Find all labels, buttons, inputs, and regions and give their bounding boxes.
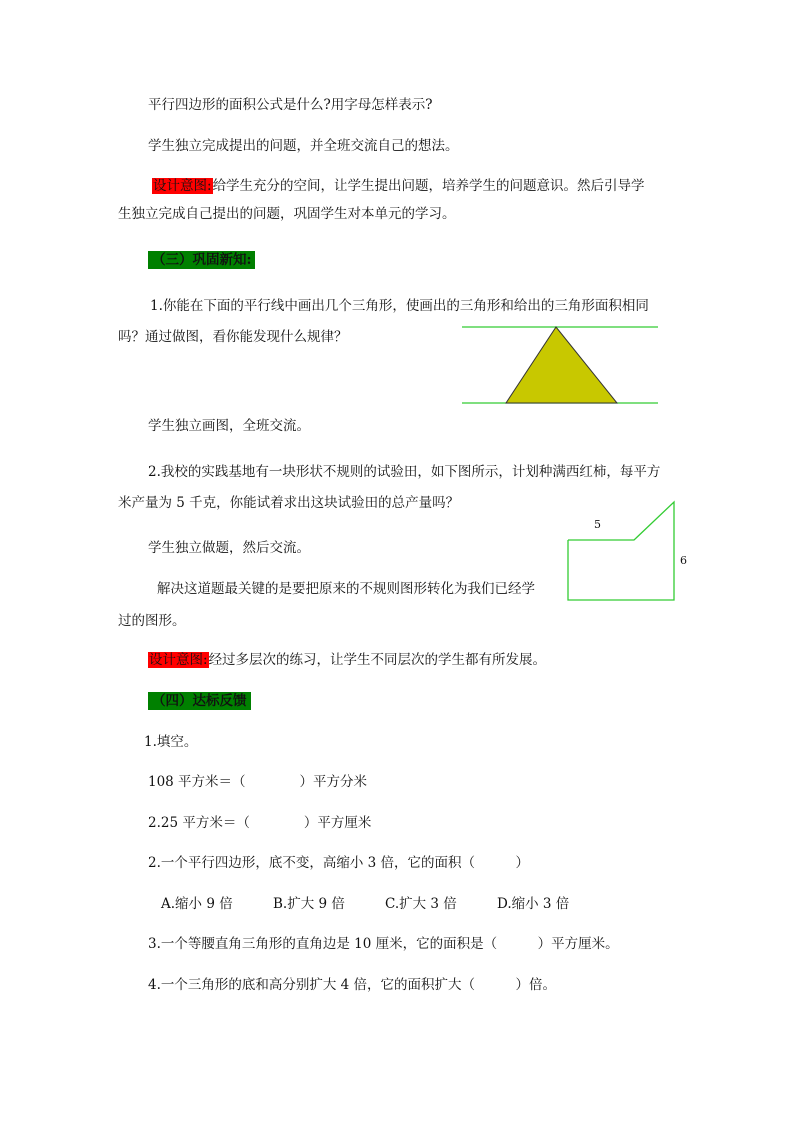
q1-after: 学生独立画图，全班交流。 <box>148 418 310 434</box>
design-intent-2 <box>148 651 546 669</box>
field-label-right: 6 <box>680 554 687 567</box>
exercise-q4: 4.一个三角形的底和高分别扩大 4 倍，它的面积扩大（ ）倍。 <box>148 977 557 993</box>
given-triangle <box>506 327 617 403</box>
design-intent-1-line-1 <box>152 177 645 195</box>
section-3-heading <box>148 251 255 269</box>
design-intent-tag: 设计意图: <box>149 652 208 668</box>
section-3-title: （三）巩固新知: <box>148 251 255 269</box>
q1-line-2: 吗？通过做图，看你能发现什么规律？ <box>118 329 348 345</box>
design-intent-tag: 设计意图: <box>153 178 212 194</box>
q2-line-1: 2.我校的实践基地有一块形状不规则的试验田，如下图所示，计划种满西红柿，每平方 <box>148 464 661 480</box>
option-d: D.缩小 3 倍 <box>497 896 570 912</box>
design-intent-text: 经过多层次的练习，让学生不同层次的学生都有所发展。 <box>208 652 547 668</box>
field-outline <box>568 502 674 600</box>
design-intent-1-line-2: 生独立完成自己提出的问题，巩固学生对本单元的学习。 <box>118 206 456 222</box>
exercise-fill-1: 108 平方米＝（ ）平方分米 <box>148 774 368 790</box>
intro-question: 平行四边形的面积公式是什么?用字母怎样表示? <box>148 97 433 113</box>
irregular-field-figure <box>566 500 696 604</box>
q2-line-3: 学生独立做题，然后交流。 <box>148 540 310 556</box>
q2-line-5: 过的图形。 <box>118 613 186 629</box>
exercise-q3: 3.一个等腰直角三角形的直角边是 10 厘米，它的面积是（ ）平方厘米。 <box>148 936 619 952</box>
section-4-title: （四）达标反馈 <box>148 692 251 710</box>
section-4-heading <box>148 692 251 710</box>
exercise-fill-heading: 1.填空。 <box>144 734 198 750</box>
q1-line-1: 1.你能在下面的平行线中画出几个三角形，使画出的三角形和给出的三角形面积相同 <box>150 298 649 314</box>
exercise-q2: 2.一个平行四边形，底不变，高缩小 3 倍，它的面积（ ） <box>148 855 530 871</box>
triangle-between-parallels-figure <box>462 322 662 408</box>
option-c: C.扩大 3 倍 <box>385 896 457 912</box>
option-a: A.缩小 9 倍 <box>161 896 233 912</box>
design-intent-text: 给学生充分的空间，让学生提出问题，培养学生的问题意识。然后引导学 <box>212 178 645 194</box>
q2-line-2: 米产量为 5 千克，你能试着求出这块试验田的总产量吗？ <box>118 495 460 511</box>
option-b: B.扩大 9 倍 <box>273 896 345 912</box>
exercise-fill-2: 2.25 平方米＝（ ）平方厘米 <box>148 815 372 831</box>
q2-line-4: 解决这道题最关键的是要把原来的不规则图形转化为我们已经学 <box>157 581 535 597</box>
intro-activity: 学生独立完成提出的问题，并全班交流自己的想法。 <box>148 138 459 154</box>
field-label-top: 5 <box>594 518 601 531</box>
